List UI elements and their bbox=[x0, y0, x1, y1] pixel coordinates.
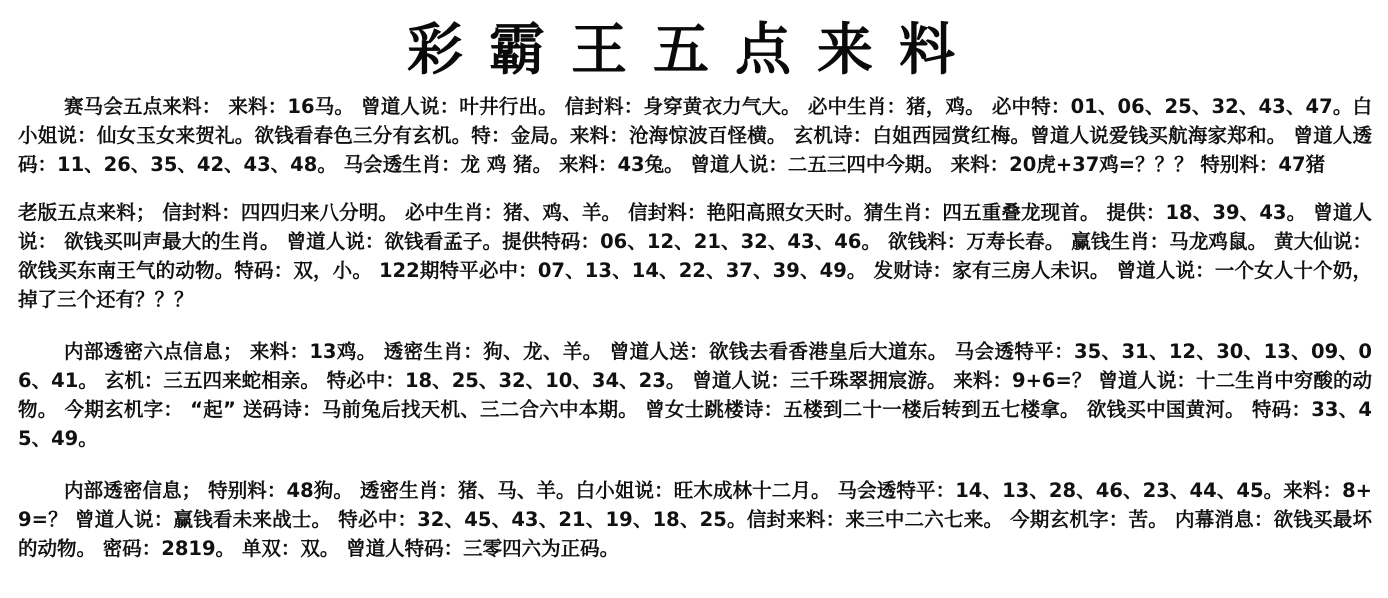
paragraph-laoban: 老版五点来料； 信封料：四四归来八分明。 必中生肖：猪、鸡、羊。 信封料：艳阳高照女天时。猜生肖：四五重叠龙现首。 提供：18、39、43。 曾道人说： 欲钱买叫声最大的生肖。 曾道人说：欲钱看孟子。提供特码：06、12、21、32、43、46。 欲钱料：万寿长春。 赢钱生肖：马龙鸡鼠。 黄大仙说：欲钱买东南王气的动物。特码：双，小。 122期特平必中：07、13、14、22、37、39、49。 发财诗：家有三房人未识。 曾道人说：一个女人十个奶，掉了三个还有？？？ bbox=[18, 201, 1372, 311]
paragraph-saimahui: 赛马会五点来料： 来料：16马。 曾道人说：叶井行出。 信封料：身穿黄衣力气大。 必中生肖：猪，鸡。 必中特：01、06、25、32、43、47。白小姐说：仙女玉女来贺礼。欲钱看春色三分有玄机。特：金局。来料：沧海惊波百怪横。 玄机诗：白姐西园赏红梅。曾道人说爱钱买航海家郑和。 曾道人透码：11、26、35、42、43、48。 马会透生肖：龙 鸡 猪。 来料：43兔。 曾道人说：二五三四中今期。 来料：20虎+37鸡=？？？ 特别料：47猪 bbox=[18, 95, 1372, 176]
page-title: 彩霸王五点来料 bbox=[407, 17, 981, 83]
paragraph-neibu-xinxi: 内部透密信息； 特别料：48狗。 透密生肖：猪、马、羊。白小姐说：旺木成林十二月。 马会透特平：14、13、28、46、23、44、45。来料：8+9=？ 曾道人说：赢钱看未来战士。 特必中：32、45、43、21、19、18、25。信封来料：来三中二六七来。 今期玄机字：苦。 内幕消息：欲钱买最坏的动物。 密码：2819。 单双：双。 曾道人特码：三零四六为正码。 bbox=[18, 479, 1372, 560]
paragraph-neibu-liudian: 内部透密六点信息； 来料：13鸡。 透密生肖：狗、龙、羊。 曾道人送：欲钱去看香港皇后大道东。 马会透特平：35、31、12、30、13、09、06、41。 玄机：三五四来蛇相亲。 特必中：18、25、32、10、34、23。 曾道人说：三千珠翠拥宸游。 来料：9+6=？ 曾道人说：十二生肖中穷酸的动物。 今期玄机字： “起” 送码诗：马前兔后找天机、三二合六中本期。 曾女士跳楼诗：五楼到二十一楼后转到五七楼拿。 欲钱买中国黄河。 特码：33、45、49。 bbox=[18, 340, 1372, 450]
document-body bbox=[18, 92, 1372, 582]
